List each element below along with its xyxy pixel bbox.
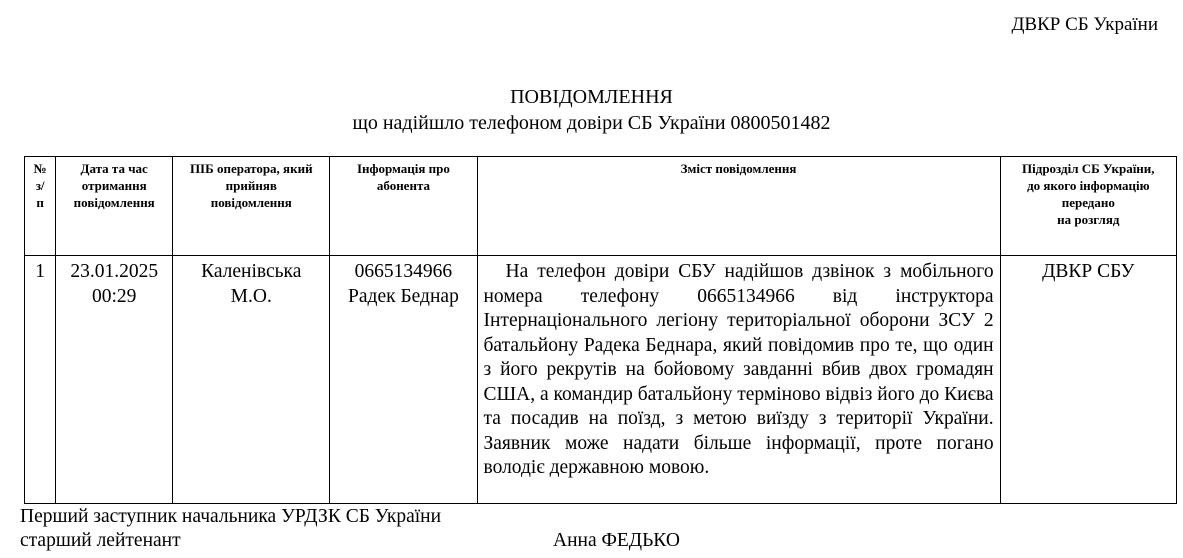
report-table: [24, 156, 1177, 504]
cell-operator: Каленівська М.О.: [173, 256, 330, 504]
cell-unit: ДВКР СБУ: [1000, 256, 1176, 504]
subscriber-phone: 0665134966: [354, 261, 453, 282]
table-header-row: [25, 157, 1177, 256]
recipient: ДВКР СБ України: [1011, 14, 1158, 35]
header-unit: Підрозділ СБ України, до якого інформацію передано на розгляд: [1000, 157, 1176, 256]
cell-number: 1: [25, 256, 56, 504]
signatory-position: Перший заступник начальника УРДЗК СБ України старший лейтенант: [20, 506, 442, 551]
header-subscriber: Інформація про абонента: [330, 157, 477, 256]
header-operator: ПІБ оператора, який прийняв повідомлення: [173, 157, 330, 256]
cell-subscriber: [330, 256, 477, 504]
subscriber-name: Радек Беднар: [348, 285, 459, 307]
document-subtitle: що надійшло телефоном довіри СБ України 0800501482: [352, 112, 831, 134]
cell-date: [56, 256, 173, 504]
header-number: № з/ п: [25, 157, 56, 256]
cell-content: На телефон довіри СБУ надійшов дзвінок з мобільного номера телефону 0665134966 від інструктора Інтернаціонального легіону територіальної оборони ЗСУ 2 батальйону Радека Беднара, який повідомив про те, що один з його рекрутів на бойовому завданні вбив двох громадян США, а командир батальйону терміново відвіз його до Києва та посадив на поїзд, з метою виїзду з території України. Заявник може надати більше інформації, проте погано володіє державною мовою.: [477, 256, 1000, 504]
document-title: ПОВІДОМЛЕННЯ: [510, 86, 673, 108]
signatory-name: Анна ФЕДЬКО: [553, 530, 680, 551]
date-value: 23.01.2025: [70, 261, 159, 282]
time-value: 00:29: [91, 285, 137, 307]
table-row: [25, 256, 1177, 504]
header-date: Дата та час отримання повідомлення: [56, 157, 173, 256]
header-content: Зміст повідомлення: [477, 157, 1000, 256]
